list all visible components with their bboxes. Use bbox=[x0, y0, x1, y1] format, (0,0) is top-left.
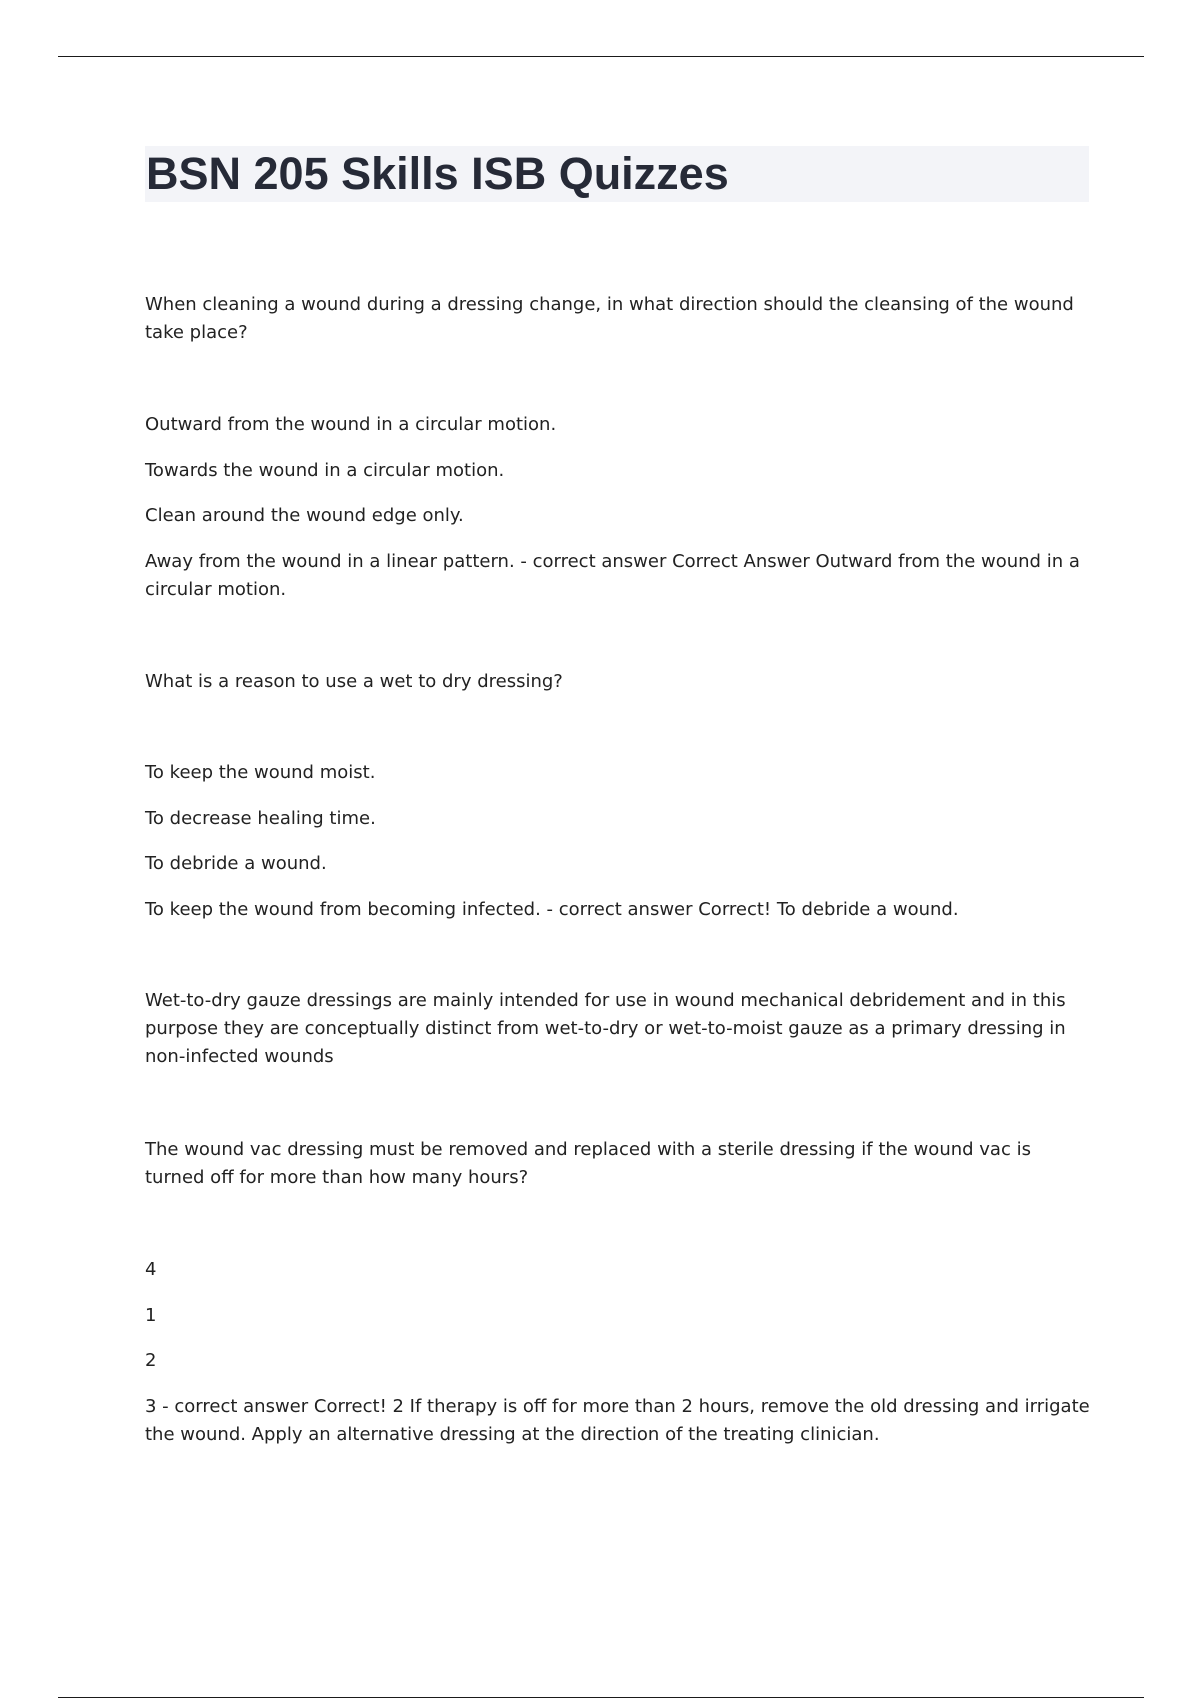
q3-option-2: 1 bbox=[145, 1305, 157, 1326]
question-3: The wound vac dressing must be removed and replaced with a sterile dressing if the wound vac is turned off for more than how many hours? bbox=[145, 1139, 1031, 1188]
bottom-rule bbox=[58, 1697, 1144, 1698]
q1-option-1: Outward from the wound in a circular motion. bbox=[145, 414, 557, 435]
q2-option-1: To keep the wound moist. bbox=[145, 762, 376, 783]
q3-option-3: 2 bbox=[145, 1350, 157, 1371]
q1-option-3: Clean around the wound edge only. bbox=[145, 505, 464, 526]
q1-option-2: Towards the wound in a circular motion. bbox=[145, 460, 505, 481]
q2-option-3: To debride a wound. bbox=[145, 853, 327, 874]
note-paragraph: Wet-to-dry gauze dressings are mainly intended for use in wound mechanical debridement and in this purpose they are conceptually distinct from wet-to-dry or wet-to-moist gauze as a primary dressing in non-infected wounds bbox=[145, 990, 1066, 1067]
question-2: What is a reason to use a wet to dry dressing? bbox=[145, 671, 563, 692]
question-1: When cleaning a wound during a dressing change, in what direction should the cleansing of the wound take place? bbox=[145, 294, 1074, 343]
top-rule bbox=[58, 56, 1144, 57]
page-title: BSN 205 Skills ISB Quizzes bbox=[146, 148, 729, 199]
q3-option-1: 4 bbox=[145, 1259, 157, 1280]
q1-option-4-answer: Away from the wound in a linear pattern. - correct answer Correct Answer Outward from the wound in a circular motion. bbox=[145, 551, 1080, 600]
q2-option-4-answer: To keep the wound from becoming infected. - correct answer Correct! To debride a wound. bbox=[145, 899, 959, 920]
q3-option-4-answer: 3 - correct answer Correct! 2 If therapy is off for more than 2 hours, remove the old dressing and irrigate the wound. Apply an alternative dressing at the direction of the treating clinician. bbox=[145, 1396, 1090, 1445]
q2-option-2: To decrease healing time. bbox=[145, 808, 376, 829]
